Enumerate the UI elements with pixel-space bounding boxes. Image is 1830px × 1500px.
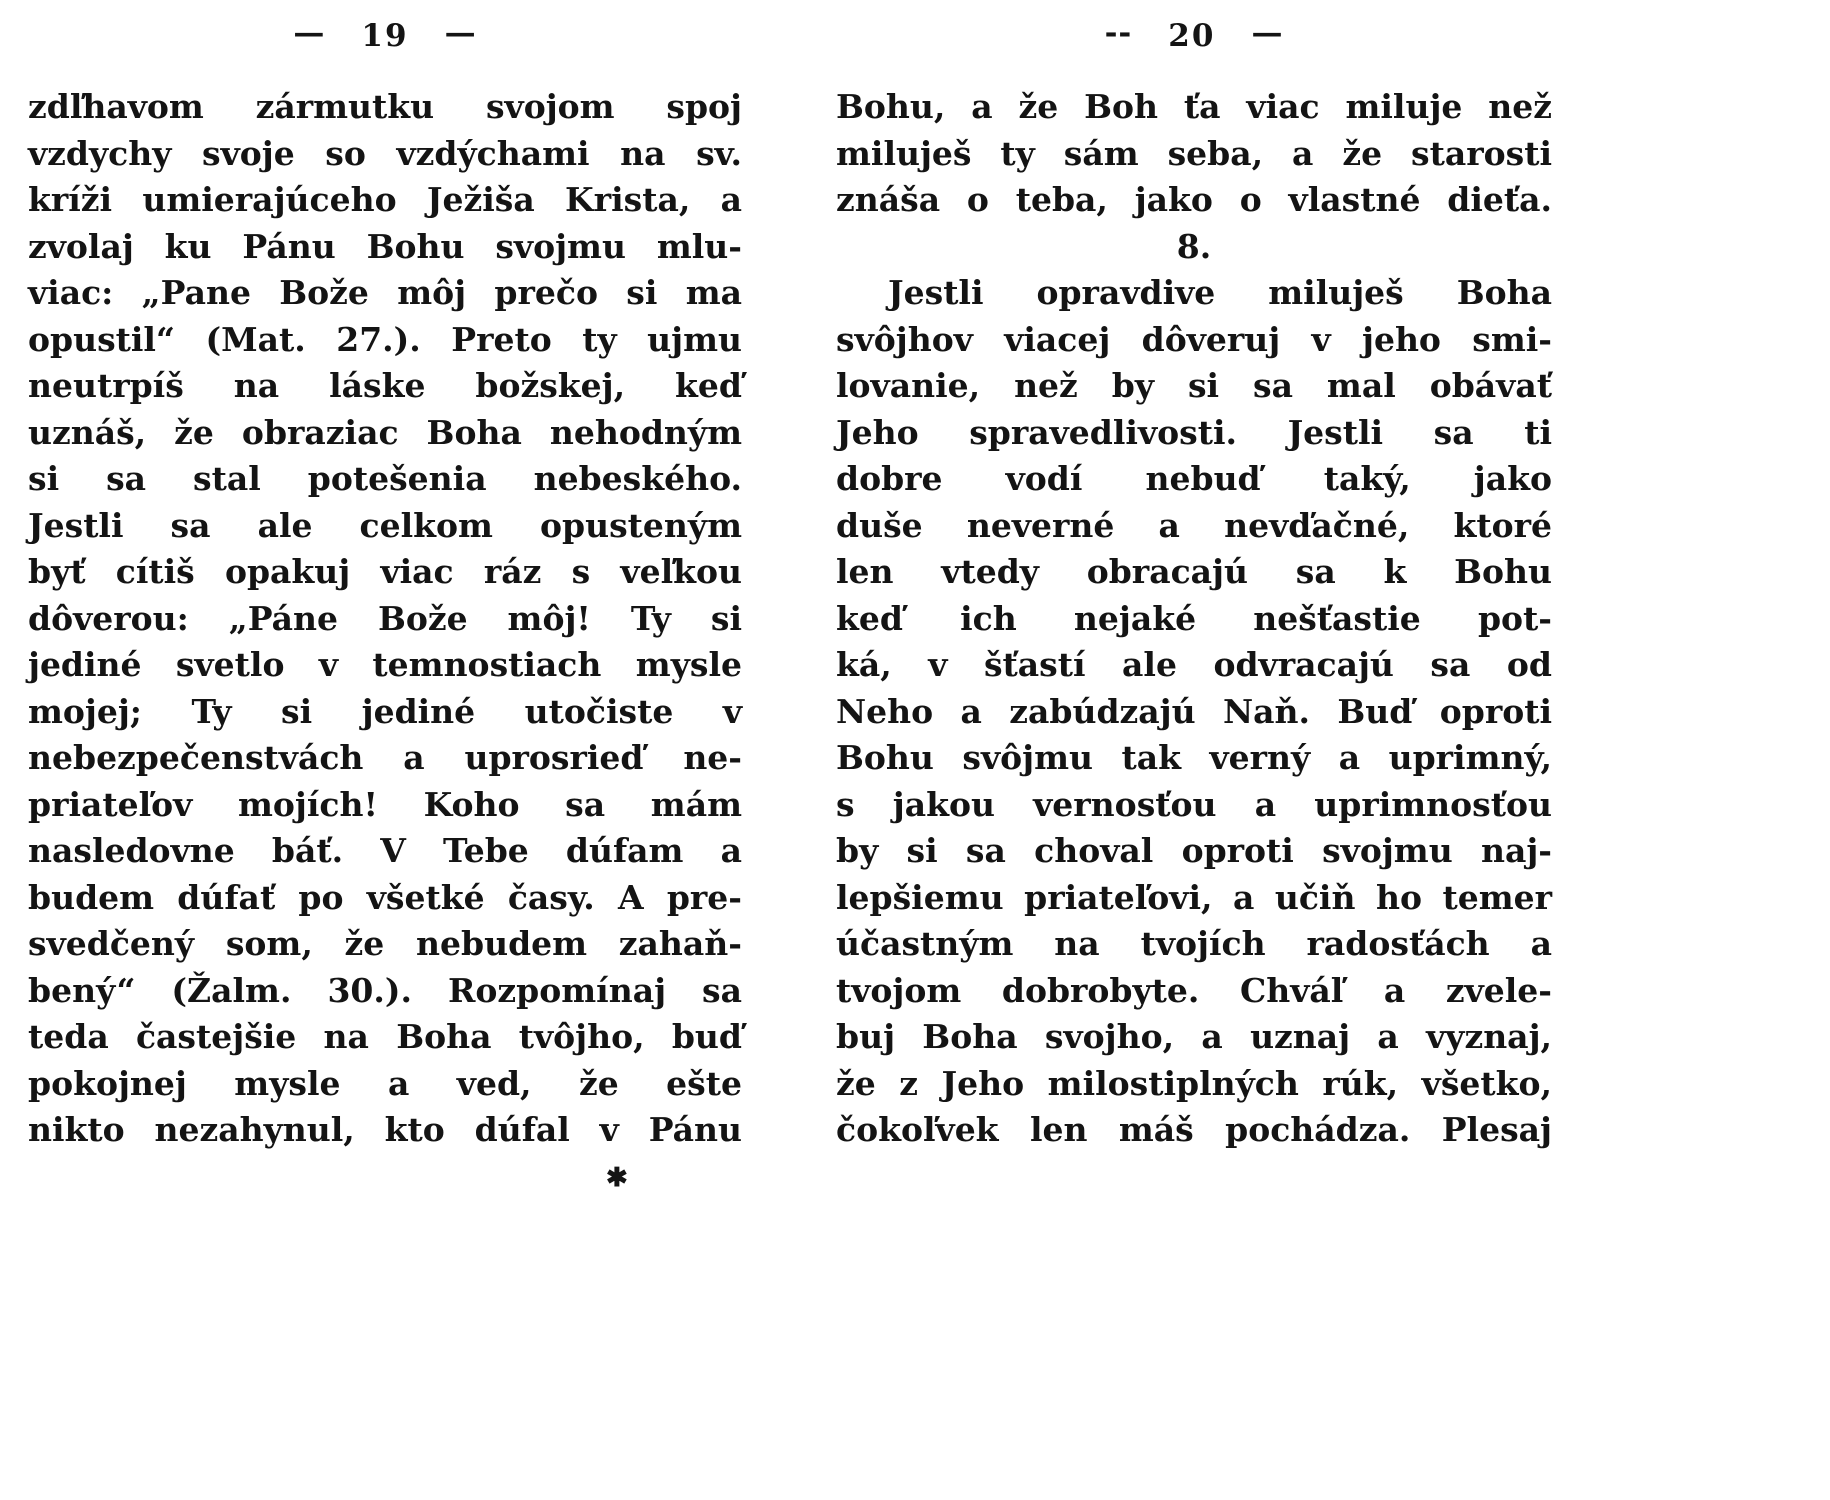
text-line: jediné svetlo v temnostiach mysle [28,645,742,684]
text-line: duše neverné a nevďačné, ktoré [836,505,1552,545]
page-19-header [28,14,742,58]
text-line: s jakou vernosťou a uprimnosťou [836,784,1552,824]
text-line: priateľov mojích! Koho sa mám [28,784,742,824]
text-line: zdľhavom zármutku svojom spoj [28,87,742,126]
text-line: buj Boha svojho, a uznaj a vyznaj, [836,1017,1552,1056]
text-line: mojej; Ty si jediné utočiste v [28,691,742,731]
header-dash-right: — [1251,15,1284,51]
text-line: vzdychy svoje so vzdýchami na sv. [28,133,742,173]
text-line: Bohu svôjmu tak verný a uprimný, [836,738,1552,777]
text-line: si sa stal potešenia nebeského. [28,459,742,498]
text-line: kríži umierajúceho Ježiša Krista, a [28,180,742,219]
text-line: dôverou: „Páne Bože môj! Ty si [28,598,742,638]
text-line: účastným na tvojích radosťách a [836,924,1552,963]
page-20 [836,0,1552,1154]
signature-mark: ✱ [606,1162,628,1193]
text-line: nebezpečenstvách a uprosrieď ne- [28,738,742,777]
text-line: teda častejšie na Boha tvôjho, buď [28,1017,742,1056]
text-line: miluješ ty sám seba, a že starosti [836,133,1552,173]
header-dash-right: — [444,15,477,51]
text-line: budem dúfať po všetké časy. A pre- [28,877,742,917]
page-number: 19 [361,18,409,54]
text-line: zvolaj ku Pánu Bohu svojmu mlu- [28,226,742,266]
page-20-header [836,14,1552,58]
text-line: Jeho spravedlivosti. Jestli sa ti [836,412,1552,452]
text-line: čokoľvek len máš pochádza. Plesaj [836,1110,1552,1149]
text-line: tvojom dobrobyte. Chváľ a zvele- [836,970,1552,1010]
text-line: svôjhov viacej dôveruj v jeho smi- [836,319,1552,359]
text-line: 8. [1176,226,1212,266]
text-line: neutrpíš na láske božskej, keď [28,366,742,405]
text-line: znáša o teba, jako o vlastné dieťa. [836,180,1552,219]
text-line: Jestli opravdive miluješ Boha [888,273,1552,312]
text-line: keď ich nejaké nešťastie pot- [836,598,1552,638]
page-19 [28,0,742,1198]
page-20-text [836,84,1552,1154]
text-line: lepšiemu priateľovi, a učiň ho temer [836,877,1552,917]
text-line: ká, v šťastí ale odvracajú sa od [836,645,1552,684]
text-line: Neho a zabúdzajú Naň. Buď oproti [836,691,1552,731]
text-line: nasledovne báť. V Tebe dúfam a [28,831,742,870]
text-line: svedčený som, že nebudem zahaň- [28,924,742,963]
text-line: nikto nezahynul, kto dúfal v Pánu [28,1110,742,1149]
text-line: byť cítiš opakuj viac ráz s veľkou [28,552,742,591]
text-line: pokojnej mysle a ved, že ešte [28,1063,742,1103]
text-line: uznáš, že obraziac Boha nehodným [28,412,742,452]
text-line: Jestli sa ale celkom opusteným [28,505,742,545]
text-line: bený“ (Žalm. 30.). Rozpomínaj sa [28,970,742,1010]
text-line: že z Jeho milostiplných rúk, všetko, [836,1063,1552,1103]
header-dash-left: -- [1104,15,1133,51]
page-19-text [28,84,742,1154]
text-line: Bohu, a že Boh ťa viac miluje než [836,87,1552,126]
page-number: 20 [1168,18,1216,54]
text-line: dobre vodí nebuď taký, jako [836,459,1552,498]
text-line: lovanie, než by si sa mal obávať [836,366,1552,405]
text-line: opustil“ (Mat. 27.). Preto ty ujmu [28,319,742,359]
header-dash-left: — [293,15,326,51]
text-line: len vtedy obracajú sa k Bohu [836,552,1552,591]
text-line: by si sa choval oproti svojmu naj- [836,831,1552,870]
text-line: viac: „Pane Bože môj prečo si ma [28,273,742,312]
